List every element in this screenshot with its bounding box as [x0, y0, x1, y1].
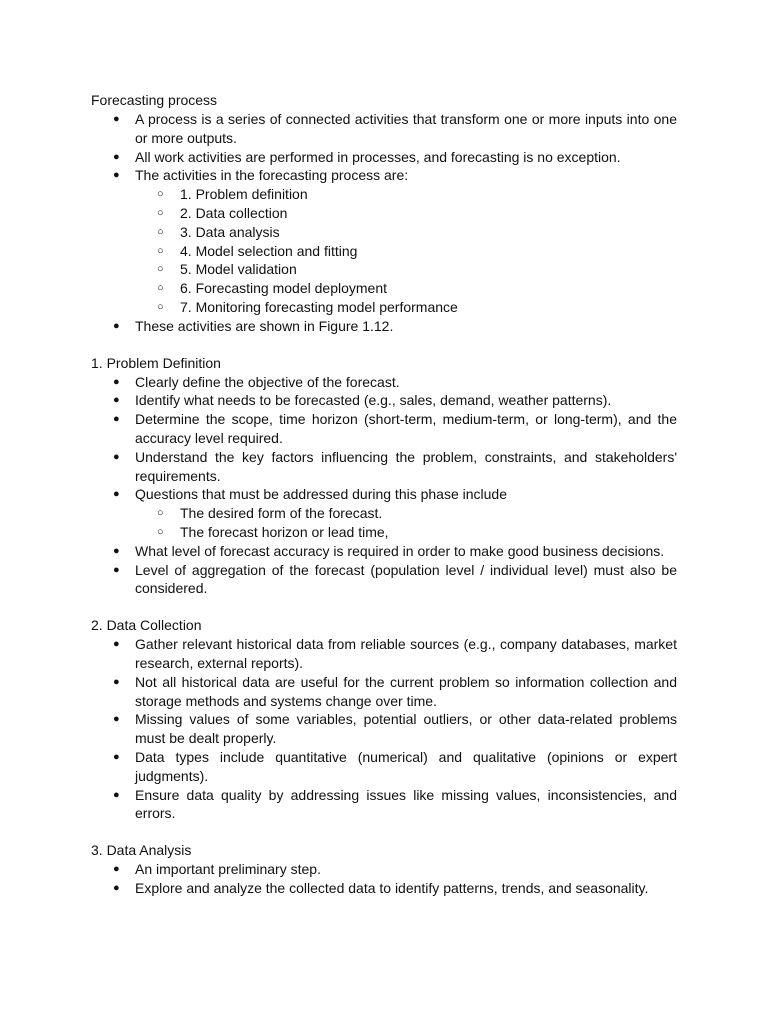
sub-list-item: ○ 7. Monitoring forecasting model performance	[157, 298, 458, 315]
list-item: ● A process is a series of connected activities that transform one or more inputs into one or more outputs.	[113, 111, 677, 146]
sub-bullet-icon: ○	[157, 206, 164, 219]
list-item: ● Understand the key factors influencing the problem, constraints, and stakeholders' requirements.	[113, 448, 677, 484]
bullet-icon: ●	[113, 488, 120, 501]
sub-list-item: ○ 2. Data collection	[157, 204, 288, 221]
bullet-icon: ●	[113, 863, 120, 876]
list-item: ● Explore and analyze the collected data to identify patterns, trends, and seasonality.	[113, 879, 649, 896]
list-item: ● All work activities are performed in processes, and forecasting is no exception.	[113, 148, 621, 165]
list-item: ● Questions that must be addressed during this phase include ○ The desired form of the forecast. ○ The forecast horizon or lead time,	[91, 485, 677, 541]
bullet-icon: ●	[113, 394, 120, 407]
list-item: ● Determine the scope, time horizon (short-term, medium-term, or long-term), and the accuracy level required.	[113, 411, 677, 446]
section-gap	[91, 336, 677, 354]
bullet-icon: ●	[113, 413, 120, 426]
section-title: Forecasting process	[91, 92, 218, 108]
list-item: ● Not all historical data are useful for the current problem so information collection and storage methods and systems change over time.	[113, 673, 677, 709]
sub-list-item: ○ The desired form of the forecast.	[157, 505, 383, 522]
list-item: ● Ensure data quality by addressing issues like missing values, inconsistencies, and errors.	[113, 786, 677, 822]
sub-bullet-icon: ○	[157, 225, 164, 238]
section-forecasting-process	[91, 91, 677, 336]
document-page	[91, 91, 677, 898]
bullet-icon: ●	[113, 113, 120, 125]
bullet-icon: ●	[113, 675, 120, 688]
bullet-icon: ●	[113, 319, 120, 332]
sub-list	[135, 504, 677, 542]
section-title: 1. Problem Definition	[91, 354, 221, 371]
bullet-icon: ●	[113, 563, 120, 576]
sub-bullet-icon: ○	[157, 525, 164, 538]
sub-bullet-icon: ○	[157, 188, 164, 201]
bullet-icon: ●	[113, 544, 120, 557]
list-item: ● An important preliminary step.	[113, 861, 321, 878]
section-title: 3. Data Analysis	[91, 842, 192, 859]
list-item: ● Data types include quantitative (numerical) and qualitative (opinions or expert judgments).	[113, 748, 677, 784]
list-item: ● Gather relevant historical data from reliable sources (e.g., company databases, market research, external reports).	[113, 636, 677, 671]
bullet-icon: ●	[113, 169, 120, 182]
bullet-icon: ●	[113, 150, 120, 163]
bullet-icon: ●	[113, 881, 120, 894]
bullet-list	[91, 110, 677, 336]
bullet-icon: ●	[113, 375, 120, 388]
sub-bullet-icon: ○	[157, 507, 164, 520]
list-item: ● Identify what needs to be forecasted (e.g., sales, demand, weather patterns).	[113, 392, 612, 409]
sub-bullet-icon: ○	[157, 282, 164, 295]
list-item: ● Level of aggregation of the forecast (population level / individual level) must also be considered.	[113, 561, 677, 597]
sub-bullet-icon: ○	[157, 244, 164, 257]
bullet-icon: ●	[113, 713, 120, 726]
section-gap	[91, 823, 677, 841]
sub-list-item: ○ 5. Model validation	[157, 261, 297, 278]
section-gap	[91, 598, 677, 616]
section-problem-definition	[91, 354, 677, 599]
list-item: ● Missing values of some variables, potential outliers, or other data-related problems must be dealt properly.	[113, 711, 677, 747]
bullet-icon: ●	[113, 450, 120, 463]
sub-list-item: ○ 3. Data analysis	[157, 223, 280, 240]
section-data-collection	[91, 616, 677, 823]
bullet-list	[91, 373, 677, 599]
sub-list-item: ○ 1. Problem definition	[157, 186, 308, 203]
bullet-icon: ●	[113, 750, 120, 763]
sub-list-item: ○ 4. Model selection and fitting	[157, 242, 358, 259]
list-item: ● The activities in the forecasting process are: ○ 1. Problem definition ○ 2. Data collection ○ 3. Data analysis ○ 4. Model selection and fitting ○ 5. Model validation ○ 6. Forecasting model deployment ○ 7. Monitoring forecasting model performance	[91, 166, 677, 316]
bullet-icon: ●	[113, 788, 120, 801]
list-item: ● What level of forecast accuracy is required in order to make good business decisions.	[113, 542, 665, 559]
section-title: 2. Data Collection	[91, 617, 202, 634]
sub-list	[135, 185, 677, 317]
list-item: ● These activities are shown in Figure 1.12.	[113, 317, 394, 334]
list-item: ● Clearly define the objective of the forecast.	[113, 373, 400, 390]
bullet-icon: ●	[113, 638, 120, 651]
sub-bullet-icon: ○	[157, 300, 164, 313]
section-data-analysis	[91, 841, 677, 898]
bullet-list	[91, 635, 677, 823]
sub-bullet-icon: ○	[157, 263, 164, 276]
bullet-list	[91, 860, 677, 898]
sub-list-item: ○ The forecast horizon or lead time,	[157, 523, 389, 540]
sub-list-item: ○ 6. Forecasting model deployment	[157, 280, 387, 297]
